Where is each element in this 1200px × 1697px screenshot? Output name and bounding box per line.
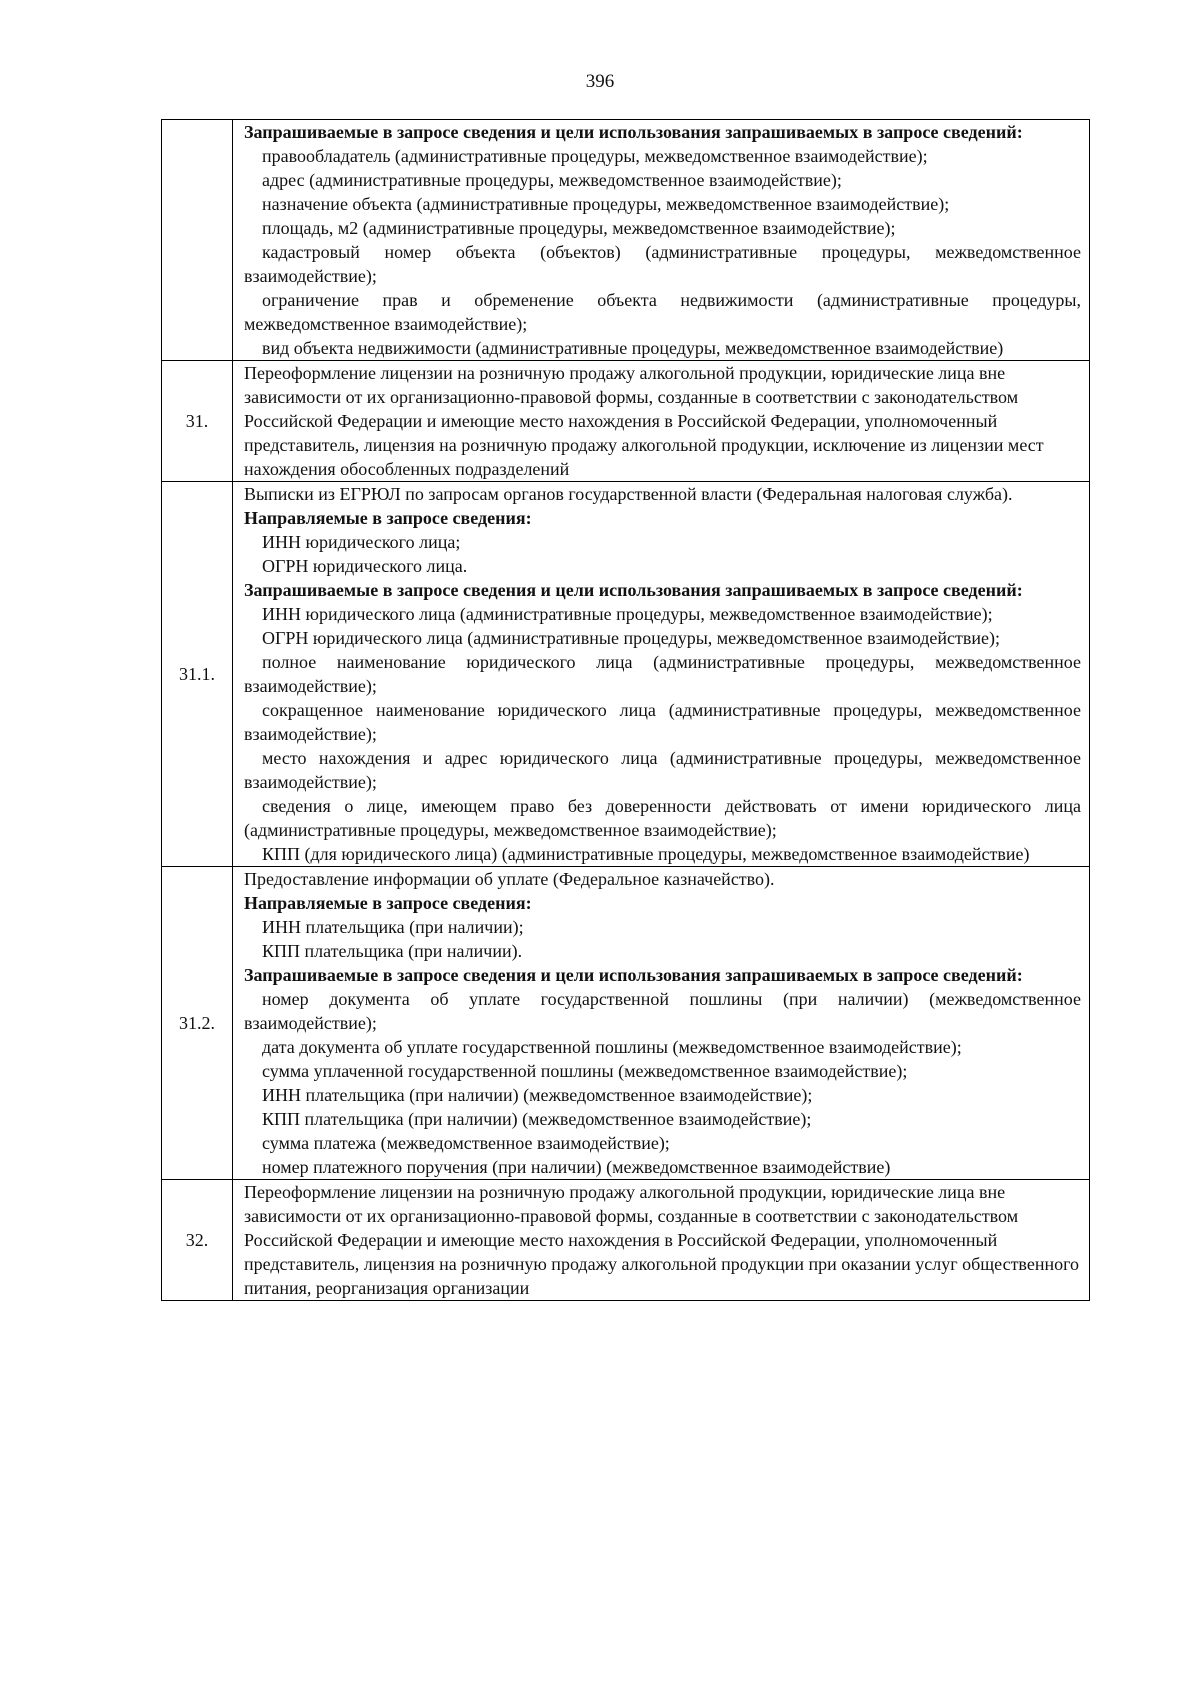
- list-item: место нахождения и адрес юридического лица (административные процедуры, межведомственное взаимодействие);: [244, 748, 1081, 792]
- list-item: правообладатель (административные процедуры, межведомственное взаимодействие);: [262, 146, 928, 166]
- list-item: кадастровый номер объекта (объектов) (административные процедуры, межведомственное взаимодействие);: [244, 242, 1081, 286]
- section-heading: Направляемые в запросе сведения:: [244, 893, 532, 913]
- services-table: [161, 119, 1090, 1301]
- row-number: 32.: [162, 1180, 233, 1301]
- row-content: [233, 1180, 1090, 1301]
- service-description: Переоформление лицензии на розничную продажу алкогольной продукции, юридические лица вне зависимости от их организационно-правовой формы, созданные в соответствии с законодательством Российской Федерации и имеющие место нахождения в Российской Федерации, уполномоченный представитель, лицензия на розничную продажу алкогольной продукции при оказании услуг общественного питания, реорганизация организации: [244, 1182, 1080, 1298]
- row-number: 31.: [162, 361, 233, 482]
- list-item: назначение объекта (административные процедуры, межведомственное взаимодействие);: [262, 194, 950, 214]
- list-item: площадь, м2 (административные процедуры, межведомственное взаимодействие);: [262, 218, 896, 238]
- list-item: КПП плательщика (при наличии) (межведомственное взаимодействие);: [262, 1109, 812, 1129]
- table-row: [162, 482, 1090, 867]
- request-description: Выписки из ЕГРЮЛ по запросам органов государственной власти (Федеральная налоговая служба).: [244, 484, 1013, 504]
- list-item: ИНН юридического лица (административные процедуры, межведомственное взаимодействие);: [262, 604, 993, 624]
- list-item: КПП плательщика (при наличии).: [262, 941, 523, 961]
- row-number: [162, 120, 233, 361]
- list-item: сумма уплаченной государственной пошлины (межведомственное взаимодействие);: [262, 1061, 908, 1081]
- list-item: ИНН плательщика (при наличии);: [262, 917, 524, 937]
- row-content: [233, 867, 1090, 1180]
- section-heading: Запрашиваемые в запросе сведения и цели использования запрашиваемых в запросе сведений:: [244, 122, 1023, 142]
- list-item: сокращенное наименование юридического лица (административные процедуры, межведомственное взаимодействие);: [244, 700, 1081, 744]
- row-content: [233, 361, 1090, 482]
- services-table-body: [162, 120, 1090, 1301]
- list-item: ИНН плательщика (при наличии) (межведомственное взаимодействие);: [262, 1085, 813, 1105]
- table-row: [162, 120, 1090, 361]
- table-row: [162, 361, 1090, 482]
- list-item: ОГРН юридического лица.: [262, 556, 468, 576]
- list-item: КПП (для юридического лица) (административные процедуры, межведомственное взаимодействие): [262, 844, 1030, 864]
- list-item: сведения о лице, имеющем право без доверенности действовать от имени юридического лица (административные процедуры, межведомственное взаимодействие);: [244, 796, 1081, 840]
- section-heading: Запрашиваемые в запросе сведения и цели использования запрашиваемых в запросе сведений:: [244, 580, 1023, 600]
- list-item: номер документа об уплате государственной пошлины (при наличии) (межведомственное взаимодействие);: [244, 989, 1081, 1033]
- list-item: ОГРН юридического лица (административные процедуры, межведомственное взаимодействие);: [262, 628, 1001, 648]
- table-row: [162, 1180, 1090, 1301]
- list-item: ИНН юридического лица;: [262, 532, 461, 552]
- row-content: [233, 482, 1090, 867]
- list-item: сумма платежа (межведомственное взаимодействие);: [262, 1133, 670, 1153]
- row-number: 31.1.: [162, 482, 233, 867]
- row-content: [233, 120, 1090, 361]
- list-item: полное наименование юридического лица (административные процедуры, межведомственное взаимодействие);: [244, 652, 1081, 696]
- section-heading: Направляемые в запросе сведения:: [244, 508, 532, 528]
- row-number: 31.2.: [162, 867, 233, 1180]
- table-row: [162, 867, 1090, 1180]
- request-description: Предоставление информации об уплате (Федеральное казначейство).: [244, 869, 775, 889]
- list-item: вид объекта недвижимости (административные процедуры, межведомственное взаимодействие): [262, 338, 1004, 358]
- service-description: Переоформление лицензии на розничную продажу алкогольной продукции, юридические лица вне зависимости от их организационно-правовой формы, созданные в соответствии с законодательством Российской Федерации и имеющие место нахождения в Российской Федерации, уполномоченный представитель, лицензия на розничную продажу алкогольной продукции, исключение из лицензии мест нахождения обособленных подразделений: [244, 363, 1044, 479]
- list-item: ограничение прав и обременение объекта недвижимости (административные процедуры, межведомственное взаимодействие);: [244, 290, 1081, 334]
- list-item: номер платежного поручения (при наличии) (межведомственное взаимодействие): [262, 1157, 891, 1177]
- list-item: дата документа об уплате государственной пошлины (межведомственное взаимодействие);: [262, 1037, 962, 1057]
- list-item: адрес (административные процедуры, межведомственное взаимодействие);: [262, 170, 842, 190]
- page-number: 396: [585, 71, 615, 92]
- section-heading: Запрашиваемые в запросе сведения и цели использования запрашиваемых в запросе сведений:: [244, 965, 1023, 985]
